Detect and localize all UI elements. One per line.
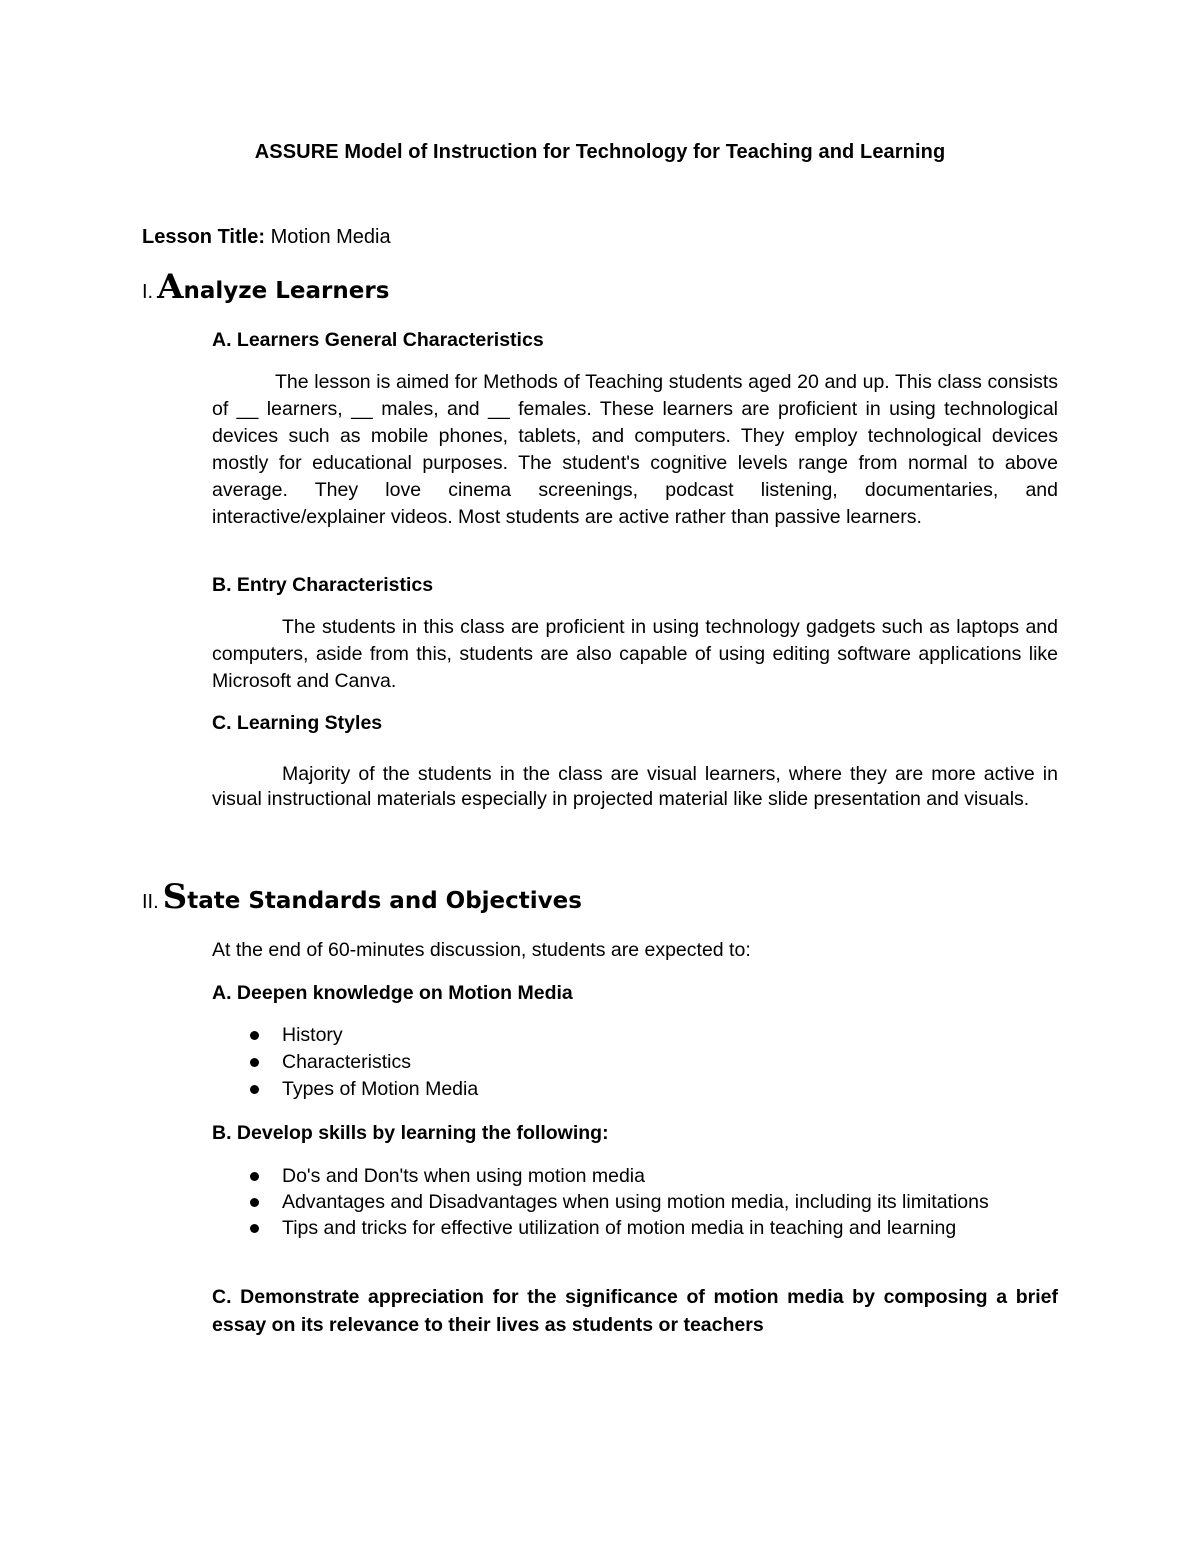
subsection-1a-text: The lesson is aimed for Methods of Teaching students aged 20 and up. This class consists of __ learners, __ males, and __ females. These learners are proficient in using technological devices such as mobile phones, tablets, and computers. They employ technological devices mostly for educational purposes. The student's cognitive levels range from normal to above average. They love cinema screenings, podcast listening, documentaries, and interactive/explainer videos. Most students are active rather than passive learners.	[212, 371, 1058, 528]
lesson-title-label: Lesson Title:	[142, 226, 265, 248]
subsection-1c-text: Majority of the students in the class are visual learners, where they are more active in visual instructional materials especially in projected material like slide presentation and visuals.	[212, 763, 1058, 810]
list-item: Characteristics	[212, 1049, 1058, 1076]
list-item: History	[212, 1022, 1058, 1049]
subsection-1b-heading: B. Entry Characteristics	[212, 574, 434, 596]
section-1-heading-text: nalyze Learners	[183, 278, 390, 304]
subsection-2b-list	[212, 1163, 1058, 1241]
section-1-heading	[142, 267, 390, 307]
subsection-2a-heading: A. Deepen knowledge on Motion Media	[212, 982, 573, 1004]
list-item: Do's and Don'ts when using motion media	[212, 1163, 1058, 1189]
subsection-1a-heading: A. Learners General Characteristics	[212, 329, 544, 351]
bullet-icon	[250, 1058, 259, 1067]
lesson-title-line	[142, 226, 391, 249]
document-title: ASSURE Model of Instruction for Technology for Teaching and Learning	[254, 141, 946, 163]
lesson-title-value: Motion Media	[270, 226, 391, 248]
subsection-2b-heading: B. Develop skills by learning the following:	[212, 1122, 609, 1144]
bullet-icon	[250, 1031, 259, 1040]
bullet-icon	[250, 1224, 259, 1233]
bullet-icon	[250, 1085, 259, 1094]
section-2-heading	[142, 877, 582, 917]
section-2-roman: II.	[142, 891, 159, 913]
bullet-icon	[250, 1172, 259, 1181]
subsection-1c-paragraph	[212, 762, 1058, 812]
subsection-2c-paragraph: C. Demonstrate appreciation for the significance of motion media by composing a brief essay on its relevance to their lives as students or teachers	[212, 1286, 1058, 1336]
section-2-heading-text: tate Standards and Objectives	[187, 888, 582, 914]
section-1-drop-letter: A	[157, 267, 184, 307]
section-1-roman: I.	[142, 281, 154, 303]
section-2-intro: At the end of 60-minutes discussion, students are expected to:	[212, 939, 751, 961]
list-item: Types of Motion Media	[212, 1076, 1058, 1103]
subsection-1b-text: The students in this class are proficient in using technology gadgets such as laptops and computers, aside from this, students are also capable of using editing software applications like Microsoft and Canva.	[212, 616, 1058, 692]
list-item: Tips and tricks for effective utilization of motion media in teaching and learning	[212, 1215, 1058, 1241]
subsection-2a-list	[212, 1022, 1058, 1103]
subsection-1c-heading: C. Learning Styles	[212, 712, 383, 734]
subsection-1a-paragraph	[212, 369, 1058, 531]
section-2-drop-letter: S	[162, 877, 188, 917]
list-item: Advantages and Disadvantages when using motion media, including its limitations	[212, 1189, 1058, 1215]
subsection-1b-paragraph	[212, 614, 1058, 695]
bullet-icon	[250, 1198, 259, 1207]
